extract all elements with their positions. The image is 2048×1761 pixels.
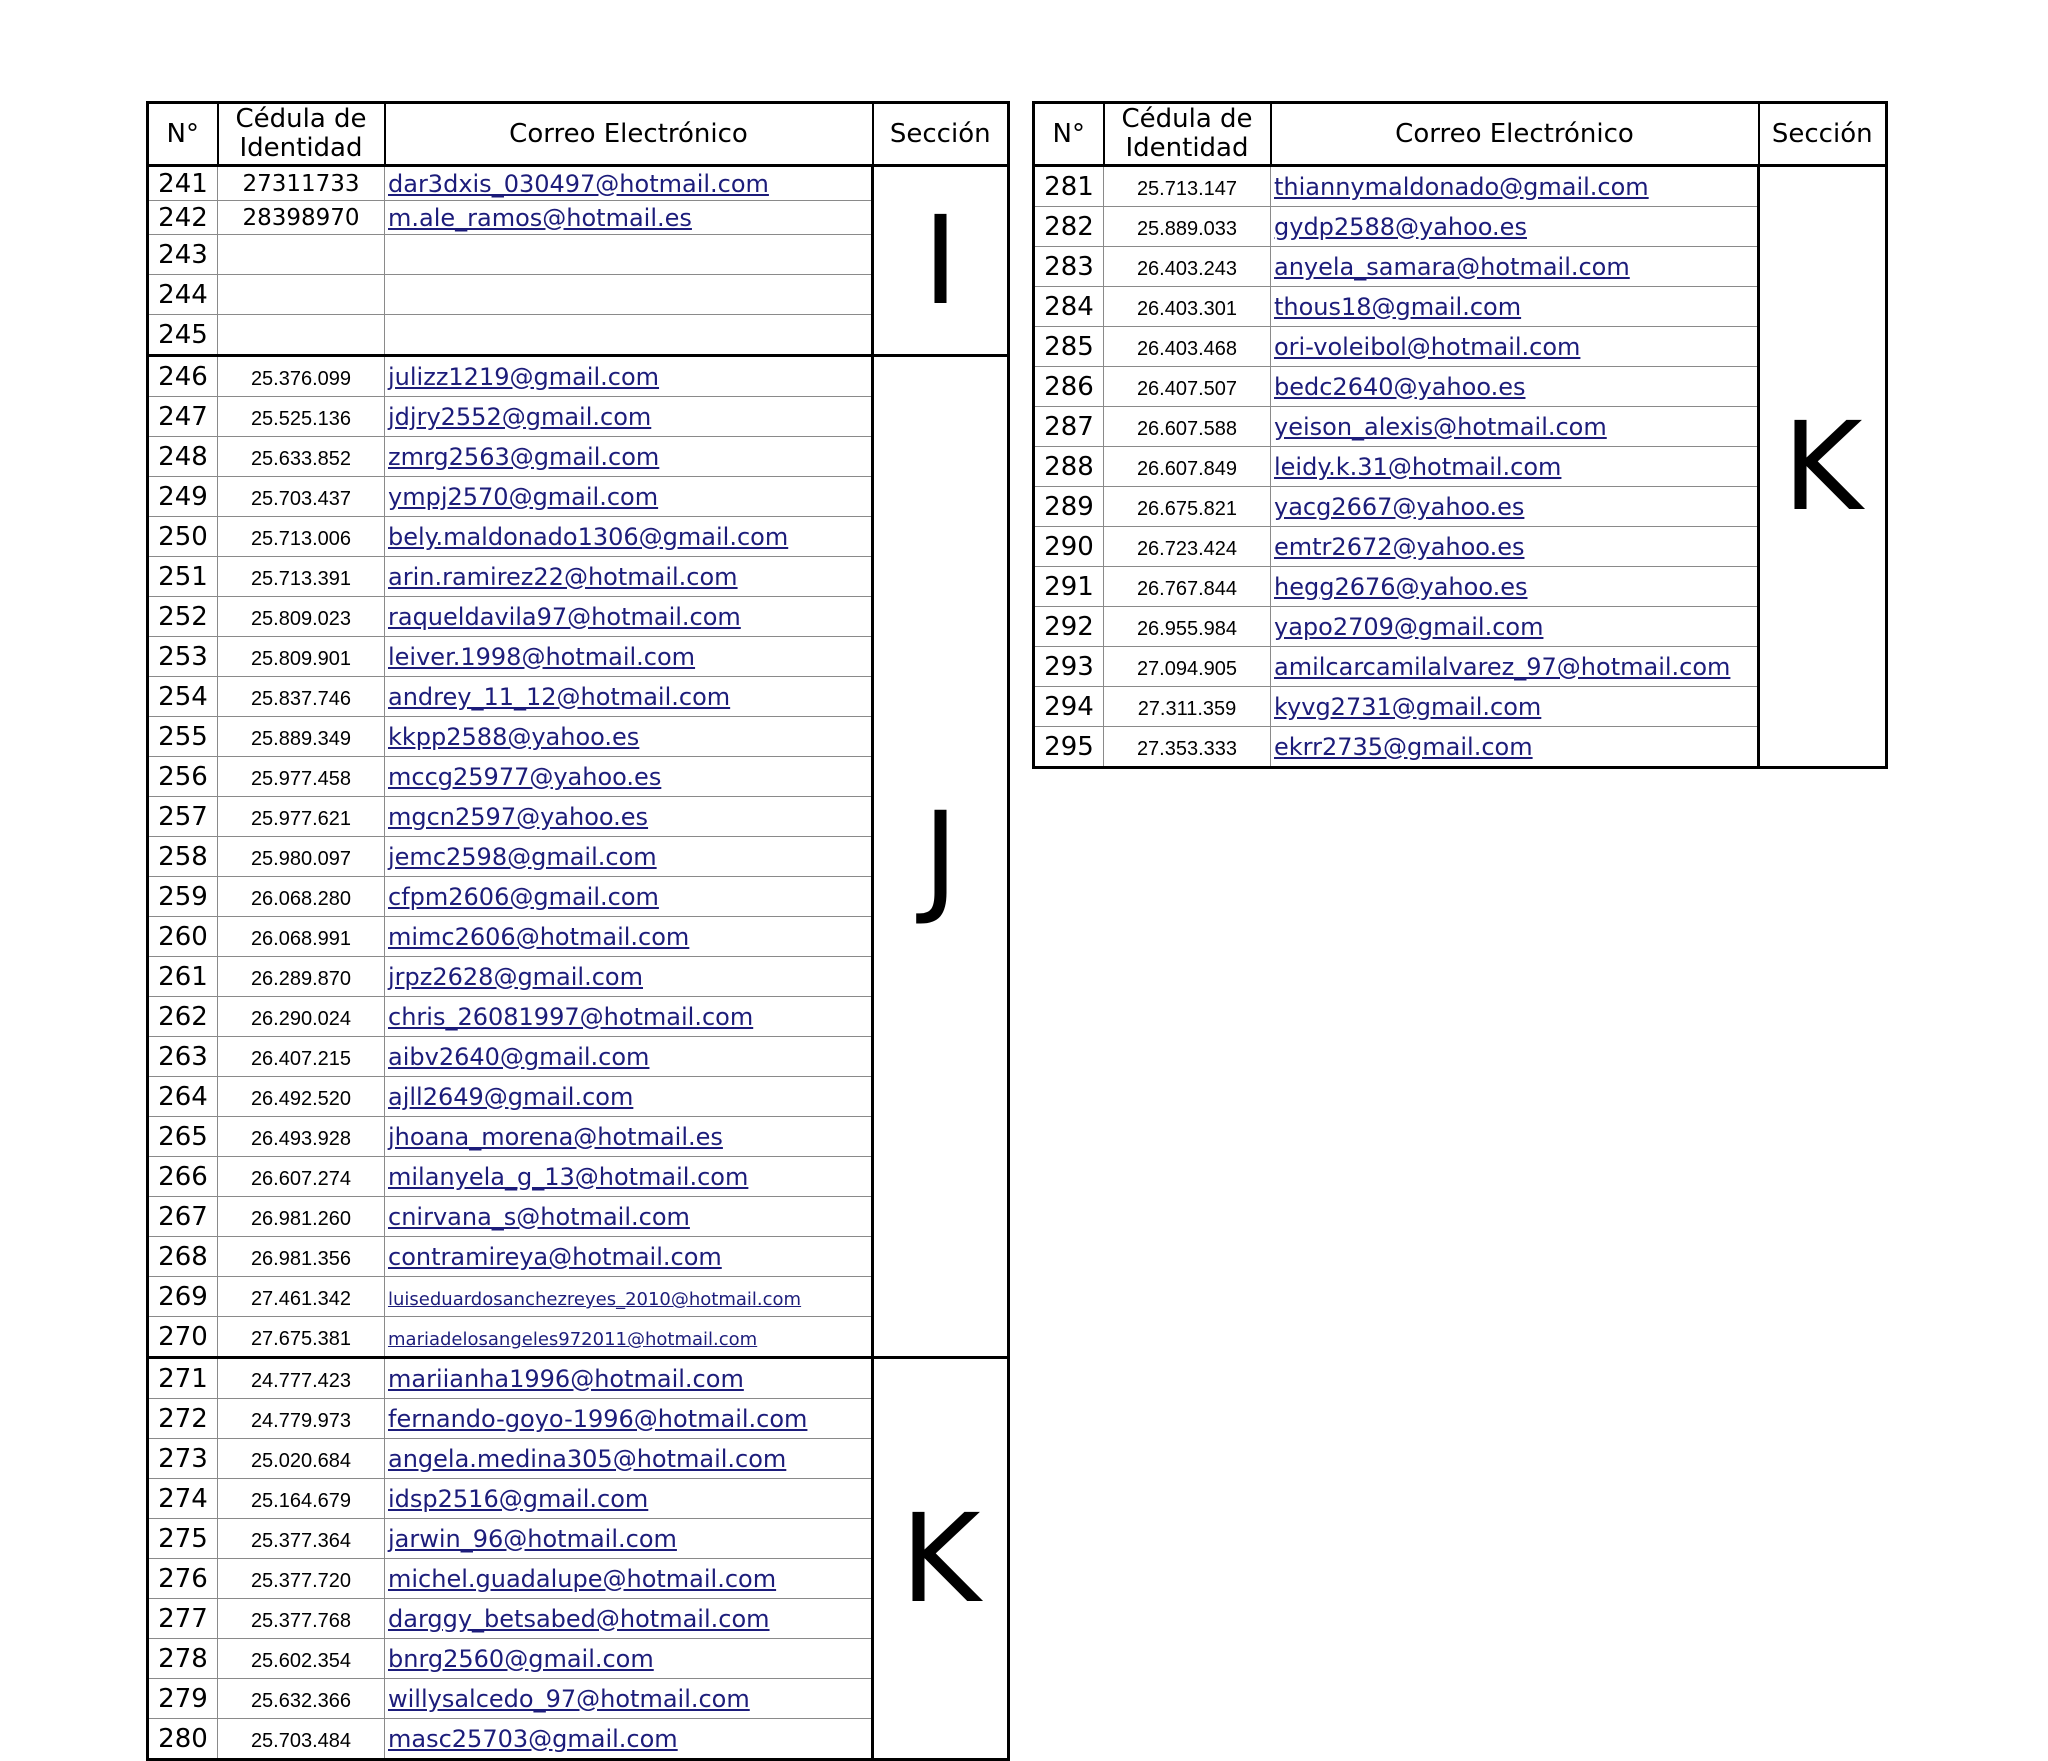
row-number: 254 <box>148 677 218 717</box>
cedula-cell: 25.977.458 <box>218 757 385 797</box>
row-number: 272 <box>148 1399 218 1439</box>
row-number: 259 <box>148 877 218 917</box>
email-link[interactable]: julizz1219@gmail.com <box>388 362 660 391</box>
section-label: I <box>873 166 1009 356</box>
cedula-cell: 27.094.905 <box>1104 647 1271 687</box>
email-link[interactable]: luiseduardosanchezreyes_2010@hotmail.com <box>388 1289 802 1310</box>
row-number: 274 <box>148 1479 218 1519</box>
email-link[interactable]: fernando-goyo-1996@hotmail.com <box>388 1404 808 1433</box>
cedula-cell: 25.703.484 <box>218 1719 385 1760</box>
email-cell <box>385 1237 873 1277</box>
email-cell <box>1271 567 1759 607</box>
row-number: 281 <box>1034 166 1104 207</box>
email-link[interactable]: andrey_11_12@hotmail.com <box>388 682 731 711</box>
cedula-cell: 27.675.381 <box>218 1317 385 1358</box>
email-cell <box>385 356 873 397</box>
email-cell <box>385 1037 873 1077</box>
email-cell <box>385 1679 873 1719</box>
email-cell <box>385 1639 873 1679</box>
cedula-cell: 25.713.006 <box>218 517 385 557</box>
row-number: 250 <box>148 517 218 557</box>
cedula-cell: 27311733 <box>218 166 385 201</box>
cedula-cell: 26.403.301 <box>1104 287 1271 327</box>
email-cell <box>1271 166 1759 207</box>
email-cell <box>1271 487 1759 527</box>
cedula-cell: 26.607.849 <box>1104 447 1271 487</box>
email-link[interactable]: bnrg2560@gmail.com <box>388 1644 654 1673</box>
email-cell <box>1271 447 1759 487</box>
cedula-cell: 26.403.243 <box>1104 247 1271 287</box>
header-section: Sección <box>873 103 1009 166</box>
email-link[interactable]: aibv2640@gmail.com <box>388 1042 650 1071</box>
email-cell <box>385 757 873 797</box>
row-number: 246 <box>148 356 218 397</box>
email-link[interactable]: cfpm2606@gmail.com <box>388 882 659 911</box>
cedula-cell: 26.068.991 <box>218 917 385 957</box>
cedula-cell: 27.461.342 <box>218 1277 385 1317</box>
cedula-cell: 26.403.468 <box>1104 327 1271 367</box>
email-cell <box>385 1317 873 1358</box>
email-link[interactable]: mccg25977@yahoo.es <box>388 762 662 791</box>
email-link[interactable]: jdjry2552@gmail.com <box>388 402 652 431</box>
row-number: 273 <box>148 1439 218 1479</box>
row-number: 268 <box>148 1237 218 1277</box>
header-number: N° <box>1034 103 1104 166</box>
email-cell <box>385 517 873 557</box>
email-cell <box>1271 407 1759 447</box>
cedula-cell: 26.407.215 <box>218 1037 385 1077</box>
email-link[interactable]: kyvg2731@gmail.com <box>1274 692 1542 721</box>
email-link[interactable]: leiver.1998@hotmail.com <box>388 642 696 671</box>
email-link[interactable]: ori-voleibol@hotmail.com <box>1274 332 1581 361</box>
email-cell <box>385 315 873 356</box>
email-link[interactable]: yapo2709@gmail.com <box>1274 612 1544 641</box>
email-link[interactable]: masc25703@gmail.com <box>388 1724 678 1753</box>
table-row <box>1034 166 1887 207</box>
email-cell <box>385 1157 873 1197</box>
row-number: 242 <box>148 201 218 235</box>
cedula-cell: 25.164.679 <box>218 1479 385 1519</box>
row-number: 252 <box>148 597 218 637</box>
roster-table-left <box>146 101 1010 1761</box>
email-link[interactable]: jemc2598@gmail.com <box>388 842 657 871</box>
email-cell <box>385 201 873 235</box>
email-cell <box>1271 607 1759 647</box>
row-number: 289 <box>1034 487 1104 527</box>
email-cell <box>385 275 873 315</box>
row-number: 262 <box>148 997 218 1037</box>
row-number: 255 <box>148 717 218 757</box>
row-number: 258 <box>148 837 218 877</box>
row-number: 295 <box>1034 727 1104 768</box>
row-number: 249 <box>148 477 218 517</box>
cedula-cell: 26.407.507 <box>1104 367 1271 407</box>
row-number: 284 <box>1034 287 1104 327</box>
cedula-cell: 27.353.333 <box>1104 727 1271 768</box>
email-cell <box>385 1197 873 1237</box>
row-number: 263 <box>148 1037 218 1077</box>
cedula-cell: 26.723.424 <box>1104 527 1271 567</box>
email-cell <box>385 837 873 877</box>
row-number: 243 <box>148 235 218 275</box>
cedula-cell: 25.889.349 <box>218 717 385 757</box>
email-link[interactable]: bedc2640@yahoo.es <box>1274 372 1526 401</box>
cedula-cell: 25.809.901 <box>218 637 385 677</box>
row-number: 244 <box>148 275 218 315</box>
email-cell <box>385 1117 873 1157</box>
cedula-cell <box>218 275 385 315</box>
email-cell <box>1271 527 1759 567</box>
cedula-cell: 25.377.720 <box>218 1559 385 1599</box>
email-link[interactable]: raqueldavila97@hotmail.com <box>388 602 741 631</box>
email-cell <box>1271 647 1759 687</box>
cedula-cell: 26.290.024 <box>218 997 385 1037</box>
section-label: K <box>1759 166 1887 768</box>
header-cedula: Cédula de Identidad <box>1104 103 1271 166</box>
email-link[interactable]: ekrr2735@gmail.com <box>1274 732 1533 761</box>
email-link[interactable]: zmrg2563@gmail.com <box>388 442 660 471</box>
row-number: 245 <box>148 315 218 356</box>
cedula-cell: 24.777.423 <box>218 1358 385 1399</box>
row-number: 241 <box>148 166 218 201</box>
cedula-cell: 27.311.359 <box>1104 687 1271 727</box>
email-link[interactable]: jrpz2628@gmail.com <box>388 962 643 991</box>
email-link[interactable]: yacg2667@yahoo.es <box>1274 492 1525 521</box>
email-cell <box>385 1599 873 1639</box>
email-link[interactable]: darggy_betsabed@hotmail.com <box>388 1604 770 1633</box>
cedula-cell: 26.955.984 <box>1104 607 1271 647</box>
cedula-cell: 25.837.746 <box>218 677 385 717</box>
table-row <box>148 356 1009 397</box>
cedula-cell: 25.889.033 <box>1104 207 1271 247</box>
header-email: Correo Electrónico <box>1271 103 1759 166</box>
row-number: 276 <box>148 1559 218 1599</box>
row-number: 271 <box>148 1358 218 1399</box>
row-number: 288 <box>1034 447 1104 487</box>
row-number: 270 <box>148 1317 218 1358</box>
cedula-cell: 25.703.437 <box>218 477 385 517</box>
email-cell <box>385 1399 873 1439</box>
email-link[interactable]: jhoana_morena@hotmail.es <box>388 1122 723 1151</box>
cedula-cell: 25.602.354 <box>218 1639 385 1679</box>
email-link[interactable]: mimc2606@hotmail.com <box>388 922 690 951</box>
cedula-cell: 25.377.768 <box>218 1599 385 1639</box>
row-number: 291 <box>1034 567 1104 607</box>
roster-table-right <box>1032 101 1888 769</box>
email-link[interactable]: emtr2672@yahoo.es <box>1274 532 1525 561</box>
email-cell <box>385 397 873 437</box>
email-link[interactable]: mariadelosangeles972011@hotmail.com <box>388 1329 758 1350</box>
email-cell <box>385 1358 873 1399</box>
row-number: 251 <box>148 557 218 597</box>
email-cell <box>1271 287 1759 327</box>
row-number: 277 <box>148 1599 218 1639</box>
row-number: 278 <box>148 1639 218 1679</box>
row-number: 248 <box>148 437 218 477</box>
cedula-cell: 25.525.136 <box>218 397 385 437</box>
row-number: 287 <box>1034 407 1104 447</box>
row-number: 279 <box>148 1679 218 1719</box>
cedula-cell: 26.068.280 <box>218 877 385 917</box>
section-label: K <box>873 1358 1009 1760</box>
cedula-cell: 25.633.852 <box>218 437 385 477</box>
cedula-cell: 26.981.260 <box>218 1197 385 1237</box>
cedula-cell: 25.713.391 <box>218 557 385 597</box>
email-link[interactable]: jarwin_96@hotmail.com <box>388 1524 677 1553</box>
cedula-cell: 25.977.621 <box>218 797 385 837</box>
row-number: 283 <box>1034 247 1104 287</box>
email-cell <box>385 957 873 997</box>
email-link[interactable]: anyela_samara@hotmail.com <box>1274 252 1630 281</box>
email-cell <box>1271 687 1759 727</box>
row-number: 286 <box>1034 367 1104 407</box>
email-link[interactable]: willysalcedo_97@hotmail.com <box>388 1684 750 1713</box>
cedula-cell: 26.493.928 <box>218 1117 385 1157</box>
email-link[interactable]: amilcarcamilalvarez_97@hotmail.com <box>1274 652 1731 681</box>
section-label: J <box>873 356 1009 1358</box>
email-link[interactable]: milanyela_g_13@hotmail.com <box>388 1162 749 1191</box>
email-link[interactable]: thous18@gmail.com <box>1274 292 1522 321</box>
row-number: 294 <box>1034 687 1104 727</box>
email-link[interactable]: contramireya@hotmail.com <box>388 1242 722 1271</box>
cedula-cell: 26.607.274 <box>218 1157 385 1197</box>
email-cell <box>385 1277 873 1317</box>
cedula-cell: 25.632.366 <box>218 1679 385 1719</box>
table-row <box>148 1358 1009 1399</box>
email-cell <box>385 1439 873 1479</box>
email-cell <box>385 797 873 837</box>
row-number: 280 <box>148 1719 218 1760</box>
cedula-cell: 26.607.588 <box>1104 407 1271 447</box>
email-cell <box>385 917 873 957</box>
email-cell <box>385 637 873 677</box>
email-cell <box>1271 207 1759 247</box>
email-cell <box>385 1719 873 1760</box>
header-email: Correo Electrónico <box>385 103 873 166</box>
email-cell <box>385 1559 873 1599</box>
cedula-cell: 26.492.520 <box>218 1077 385 1117</box>
email-cell <box>385 717 873 757</box>
row-number: 269 <box>148 1277 218 1317</box>
cedula-cell: 26.289.870 <box>218 957 385 997</box>
email-cell <box>385 166 873 201</box>
email-link[interactable]: arin.ramirez22@hotmail.com <box>388 562 738 591</box>
cedula-cell: 25.377.364 <box>218 1519 385 1559</box>
email-link[interactable]: gydp2588@yahoo.es <box>1274 212 1527 241</box>
email-link[interactable]: m.ale_ramos@hotmail.es <box>388 203 692 232</box>
cedula-cell <box>218 315 385 356</box>
row-number: 247 <box>148 397 218 437</box>
cedula-cell: 25.980.097 <box>218 837 385 877</box>
email-cell <box>385 677 873 717</box>
cedula-cell: 26.675.821 <box>1104 487 1271 527</box>
row-number: 275 <box>148 1519 218 1559</box>
header-number: N° <box>148 103 218 166</box>
row-number: 285 <box>1034 327 1104 367</box>
row-number: 267 <box>148 1197 218 1237</box>
email-link[interactable]: bely.maldonado1306@gmail.com <box>388 522 789 551</box>
email-link[interactable]: chris_26081997@hotmail.com <box>388 1002 754 1031</box>
email-link[interactable]: michel.guadalupe@hotmail.com <box>388 1564 777 1593</box>
email-link[interactable]: leidy.k.31@hotmail.com <box>1274 452 1562 481</box>
email-cell <box>1271 727 1759 768</box>
email-cell <box>1271 327 1759 367</box>
email-link[interactable]: dar3dxis_030497@hotmail.com <box>388 169 769 198</box>
email-link[interactable]: ajll2649@gmail.com <box>388 1082 634 1111</box>
email-link[interactable]: mgcn2597@yahoo.es <box>388 802 649 831</box>
table-header-row <box>1034 103 1887 166</box>
row-number: 266 <box>148 1157 218 1197</box>
email-link[interactable]: yeison_alexis@hotmail.com <box>1274 412 1607 441</box>
email-cell <box>385 597 873 637</box>
email-cell <box>385 1479 873 1519</box>
cedula-cell: 26.767.844 <box>1104 567 1271 607</box>
header-section: Sección <box>1759 103 1887 166</box>
cedula-cell: 25.713.147 <box>1104 166 1271 207</box>
cedula-cell: 26.981.356 <box>218 1237 385 1277</box>
email-cell <box>385 235 873 275</box>
row-number: 256 <box>148 757 218 797</box>
cedula-cell: 25.809.023 <box>218 597 385 637</box>
email-cell <box>385 1077 873 1117</box>
email-link[interactable]: ympj2570@gmail.com <box>388 482 659 511</box>
email-cell <box>1271 247 1759 287</box>
row-number: 264 <box>148 1077 218 1117</box>
email-cell <box>385 1519 873 1559</box>
email-cell <box>385 437 873 477</box>
email-cell <box>385 877 873 917</box>
email-cell <box>1271 367 1759 407</box>
email-link[interactable]: cnirvana_s@hotmail.com <box>388 1202 690 1231</box>
email-cell <box>385 477 873 517</box>
email-link[interactable]: angela.medina305@hotmail.com <box>388 1444 787 1473</box>
row-number: 290 <box>1034 527 1104 567</box>
email-link[interactable]: thiannymaldonado@gmail.com <box>1274 172 1649 201</box>
email-cell <box>385 557 873 597</box>
row-number: 265 <box>148 1117 218 1157</box>
table-row <box>148 166 1009 201</box>
cedula-cell: 25.376.099 <box>218 356 385 397</box>
row-number: 260 <box>148 917 218 957</box>
cedula-cell <box>218 235 385 275</box>
table-header-row <box>148 103 1009 166</box>
row-number: 257 <box>148 797 218 837</box>
row-number: 261 <box>148 957 218 997</box>
row-number: 253 <box>148 637 218 677</box>
email-link[interactable]: hegg2676@yahoo.es <box>1274 572 1528 601</box>
email-link[interactable]: idsp2516@gmail.com <box>388 1484 649 1513</box>
cedula-cell: 28398970 <box>218 201 385 235</box>
email-cell <box>385 997 873 1037</box>
row-number: 292 <box>1034 607 1104 647</box>
header-cedula: Cédula de Identidad <box>218 103 385 166</box>
email-link[interactable]: kkpp2588@yahoo.es <box>388 722 640 751</box>
row-number: 282 <box>1034 207 1104 247</box>
cedula-cell: 24.779.973 <box>218 1399 385 1439</box>
row-number: 293 <box>1034 647 1104 687</box>
cedula-cell: 25.020.684 <box>218 1439 385 1479</box>
email-link[interactable]: mariianha1996@hotmail.com <box>388 1364 744 1393</box>
